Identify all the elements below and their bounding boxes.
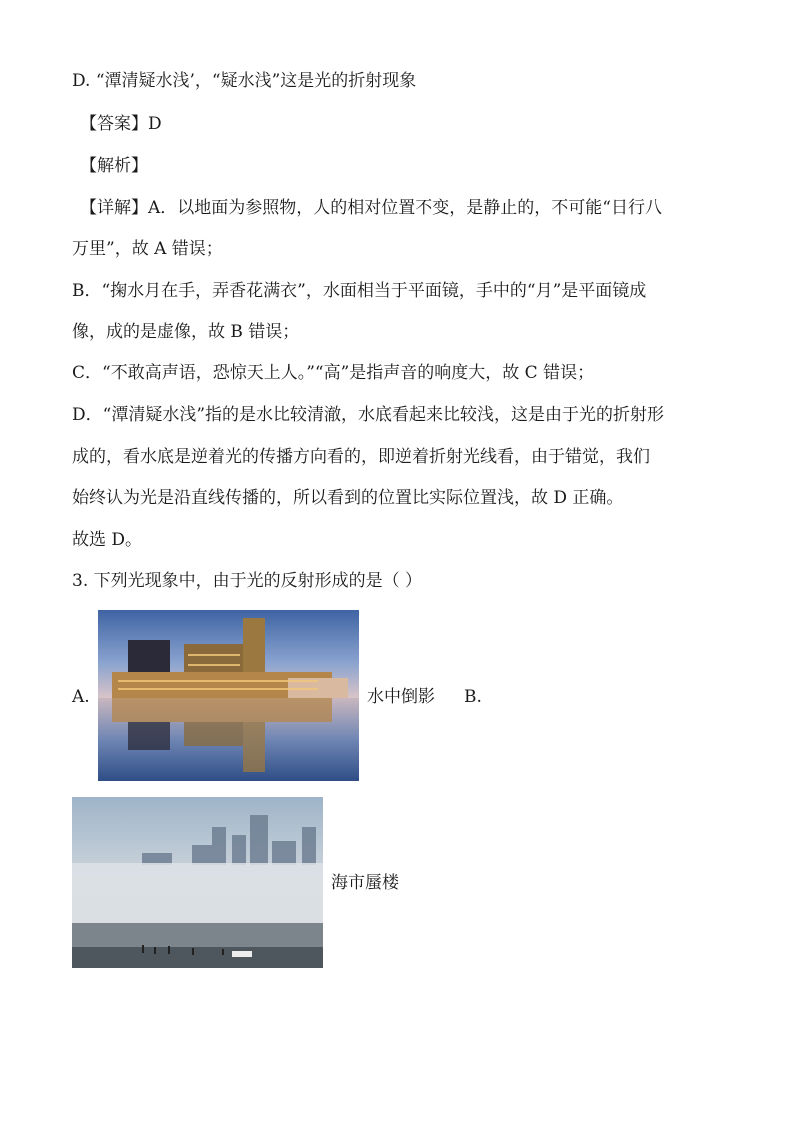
option-a-caption: 水中倒影 bbox=[367, 687, 435, 707]
option-b-label: B. bbox=[464, 687, 482, 707]
option-d-text: D. “潭清疑水浅’，“疑水浅”这是光的折射现象 bbox=[72, 71, 417, 91]
detail-line-1: 【详解】A．以地面为参照物，人的相对位置不变，是静止的，不可能“日行八 bbox=[80, 198, 662, 218]
detail-line-2: 万里”，故 A 错误； bbox=[72, 239, 223, 259]
detail-line-3: B．“掬水月在手，弄香花满衣”，水面相当于平面镜，手中的“月”是平面镜成 bbox=[72, 281, 647, 301]
detail-line-5: C．“不敢高声语，恐惊天上人。”“高”是指声音的响度大，故 C 错误； bbox=[72, 363, 595, 383]
conclusion-line: 故选 D。 bbox=[72, 530, 143, 550]
mirage-photo bbox=[72, 797, 323, 968]
detail-line-4: 像，成的是虚像，故 B 错误； bbox=[72, 322, 300, 342]
detail-line-8: 始终认为光是沿直线传播的，所以看到的位置比实际位置浅，故 D 正确。 bbox=[72, 488, 624, 508]
detail-line-6: D．“潭清疑水浅”指的是水比较清澈，水底看起来比较浅，这是由于光的折射形 bbox=[72, 405, 665, 425]
question-3-stem: 3. 下列光现象中，由于光的反射形成的是（ ） bbox=[72, 571, 423, 591]
reflection-photo bbox=[98, 610, 359, 781]
answer-heading: 【答案】D bbox=[80, 114, 162, 134]
detail-line-7: 成的，看水底是逆着光的传播方向看的，即逆着折射光线看，由于错觉，我们 bbox=[72, 447, 650, 467]
option-a-label: A. bbox=[72, 687, 90, 707]
option-b-caption: 海市蜃楼 bbox=[331, 873, 399, 893]
analysis-heading: 【解析】 bbox=[80, 156, 148, 176]
